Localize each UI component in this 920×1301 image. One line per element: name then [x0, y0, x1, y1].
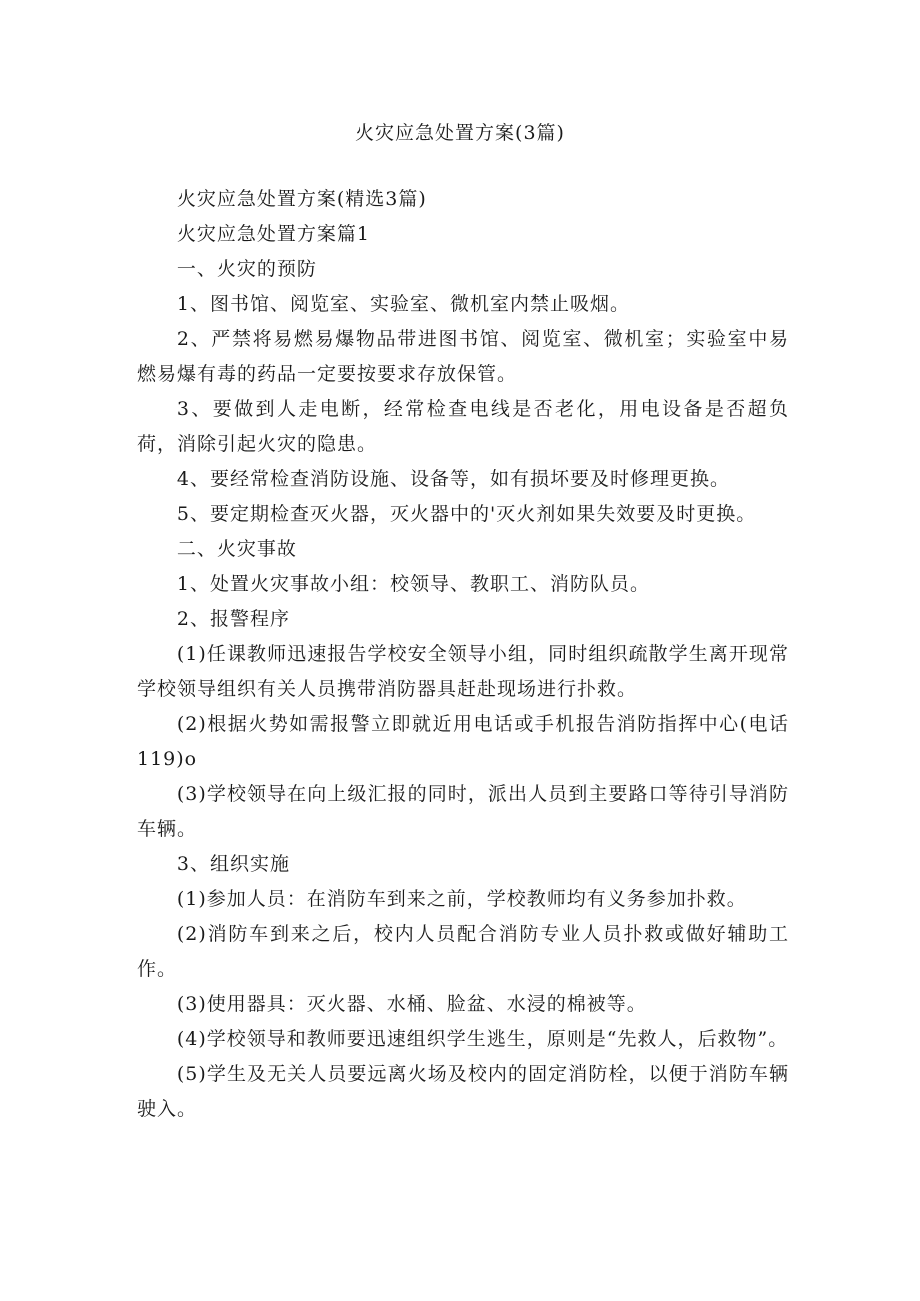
heading-fire-prevention: 一、火灾的预防	[176, 258, 317, 280]
document-title: 火灾应急处置方案(3篇)	[355, 122, 565, 144]
paragraph-item: (3)使用器具：灭火器、水桶、脸盆、水浸的棉被等。	[176, 993, 647, 1015]
paragraph-item: (2)根据火势如需报警立即就近用电话或手机报告消防指挥中心(电话119)o	[137, 713, 789, 770]
paragraph-item: 5、要定期检查灭火器，灭火器中的'灭火剂如果失效要及时更换。	[176, 503, 757, 525]
paragraph-item: 2、严禁将易燃易爆物品带进图书馆、阅览室、微机室；实验室中易燃易爆有毒的药品一定要按要求存放保管。	[137, 328, 789, 385]
paragraph-item: (3)学校领导在向上级汇报的同时，派出人员到主要路口等待引导消防车辆。	[137, 783, 789, 840]
paragraph-item: 3、要做到人走电断，经常检查电线是否老化，用电设备是否超负荷，消除引起火灾的隐患。	[137, 398, 789, 455]
paragraph-item: 1、处置火灾事故小组：校领导、教职工、消防队员。	[176, 573, 650, 595]
paragraph-item: (1)参加人员：在消防车到来之前，学校教师均有义务参加扑救。	[176, 888, 747, 910]
paragraph-item: (2)消防车到来之后，校内人员配合消防专业人员扑救或做好辅助工作。	[137, 923, 789, 980]
heading-alarm-procedure: 2、报警程序	[176, 608, 290, 630]
paragraph-item: 1、图书馆、阅览室、实验室、微机室内禁止吸烟。	[176, 293, 630, 315]
paragraph-item: (1)任课教师迅速报告学校安全领导小组，同时组织疏散学生离开现常学校领导组织有关人员携带消防器具赶赴现场进行扑救。	[137, 643, 789, 700]
paragraph-item: (5)学生及无关人员要远离火场及校内的固定消防栓，以便于消防车辆驶入。	[137, 1063, 789, 1120]
paragraph-subtitle: 火灾应急处置方案(精选3篇)	[176, 188, 427, 210]
paragraph-item: 4、要经常检查消防设施、设备等，如有损坏要及时修理更换。	[176, 468, 730, 490]
heading-organize-implementation: 3、组织实施	[176, 853, 290, 875]
document-body	[137, 182, 789, 1127]
heading-fire-accident: 二、火灾事故	[176, 538, 297, 560]
paragraph-item: (4)学校领导和教师要迅速组织学生逃生，原则是“先救人，后救物”。	[176, 1028, 789, 1050]
paragraph-section-heading: 火灾应急处置方案篇1	[176, 223, 370, 245]
